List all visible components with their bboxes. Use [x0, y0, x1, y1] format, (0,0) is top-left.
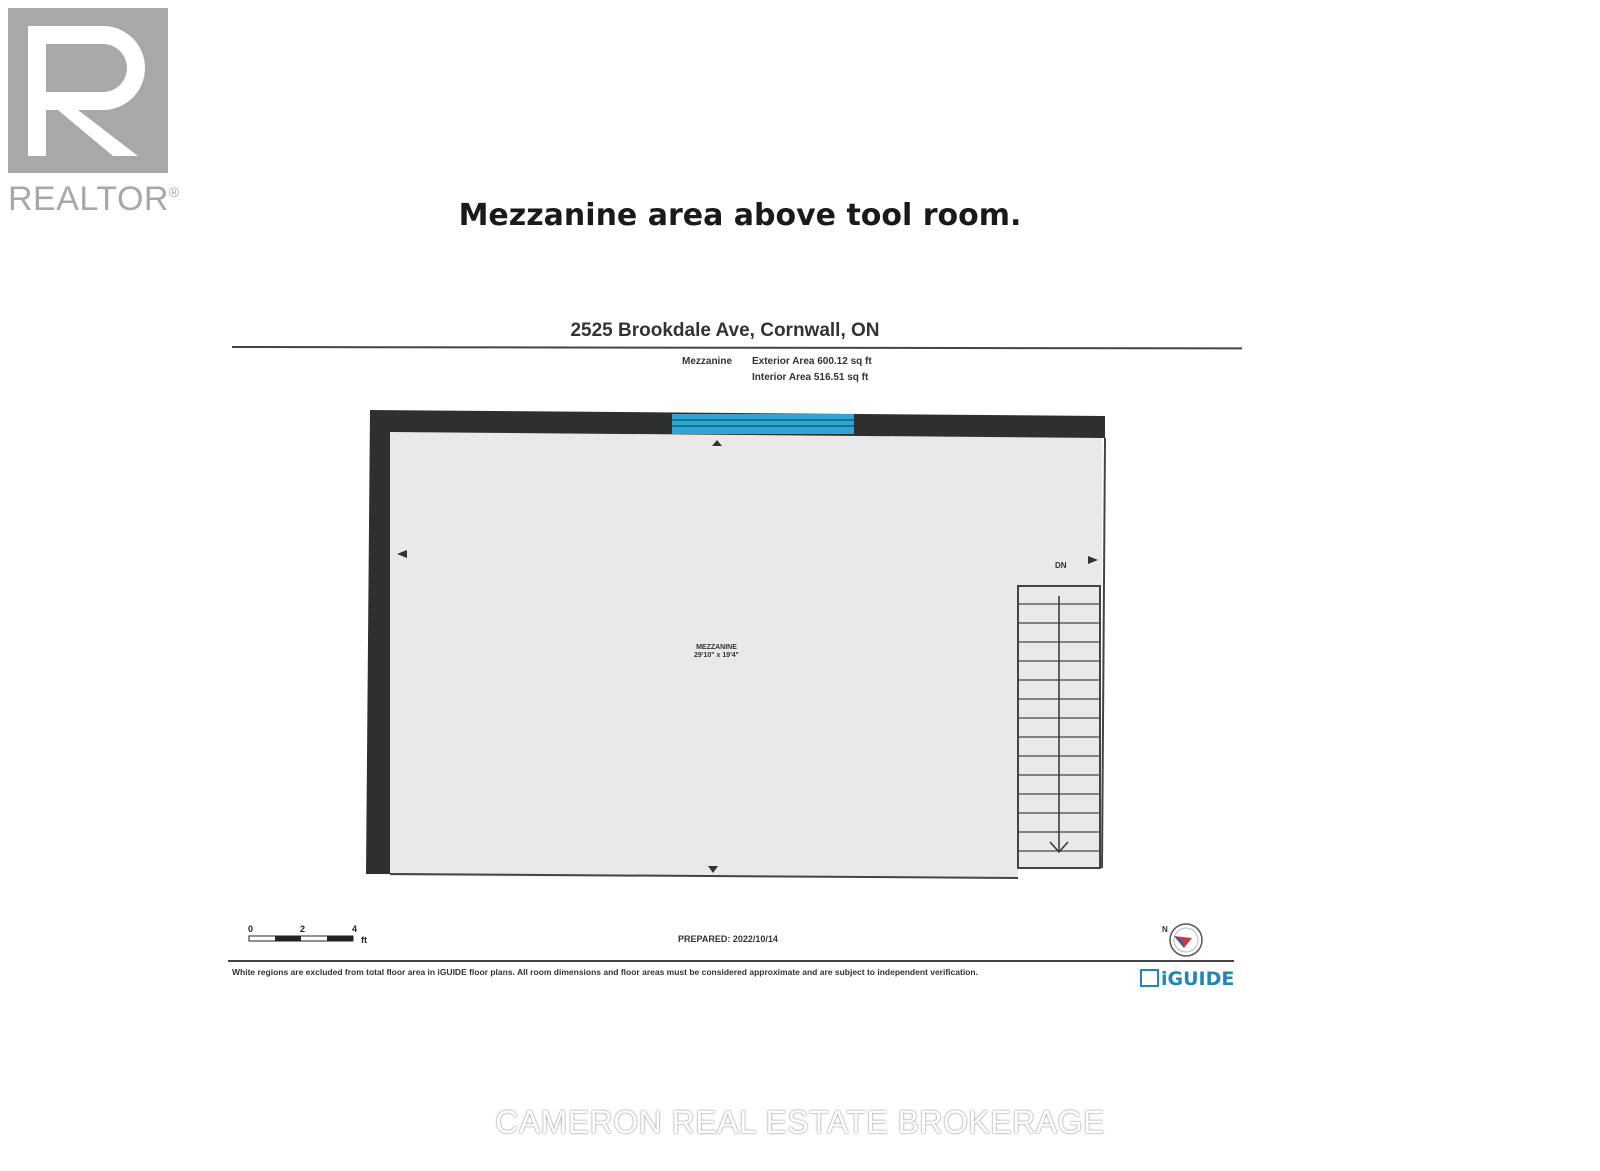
scale-bar [248, 924, 378, 950]
scale-unit: ft [361, 935, 367, 945]
iguide-logo [1140, 968, 1234, 990]
window [672, 414, 854, 434]
scale-tick-label: 0 [248, 924, 254, 934]
property-address: 2525 Brookdale Ave, Cornwall, ON [570, 320, 880, 341]
iguide-wordmark: iGUIDE [1161, 968, 1235, 990]
footer-divider [228, 960, 1234, 962]
room-label [694, 644, 739, 660]
prepared-date: PREPARED: 2022/10/14 [678, 934, 778, 944]
room-dimensions: 29'10" x 19'4" [694, 652, 740, 659]
compass-icon [1162, 918, 1206, 962]
compass [1162, 918, 1202, 958]
level-name: Mezzanine [682, 356, 733, 367]
interior-area: Interior Area 516.51 sq ft [752, 372, 869, 383]
stairs-down-label: DN [1055, 561, 1067, 570]
room-name: MEZZANINE [696, 644, 737, 651]
scale-graphic [248, 934, 358, 944]
mezzanine-floor [390, 428, 1102, 878]
right-wall [1102, 438, 1105, 868]
iguide-box-icon [1140, 969, 1159, 987]
staircase [1018, 586, 1100, 868]
compass-north-label: N [1162, 925, 1168, 934]
page-title: Mezzanine area above tool room. [458, 198, 1022, 233]
scale-tick-label: 4 [352, 924, 358, 934]
scale-tick-label: 2 [300, 924, 306, 934]
disclaimer-text: White regions are excluded from total floor area in iGUIDE floor plans. All room dimensions and floor areas must be considered approximate and are subject to independent verification. [232, 967, 978, 977]
exterior-area: Exterior Area 600.12 sq ft [752, 356, 872, 367]
realtor-wordmark: REALTOR® [8, 180, 180, 218]
brokerage-watermark: CAMERON REAL ESTATE BROKERAGE [495, 1104, 1105, 1140]
